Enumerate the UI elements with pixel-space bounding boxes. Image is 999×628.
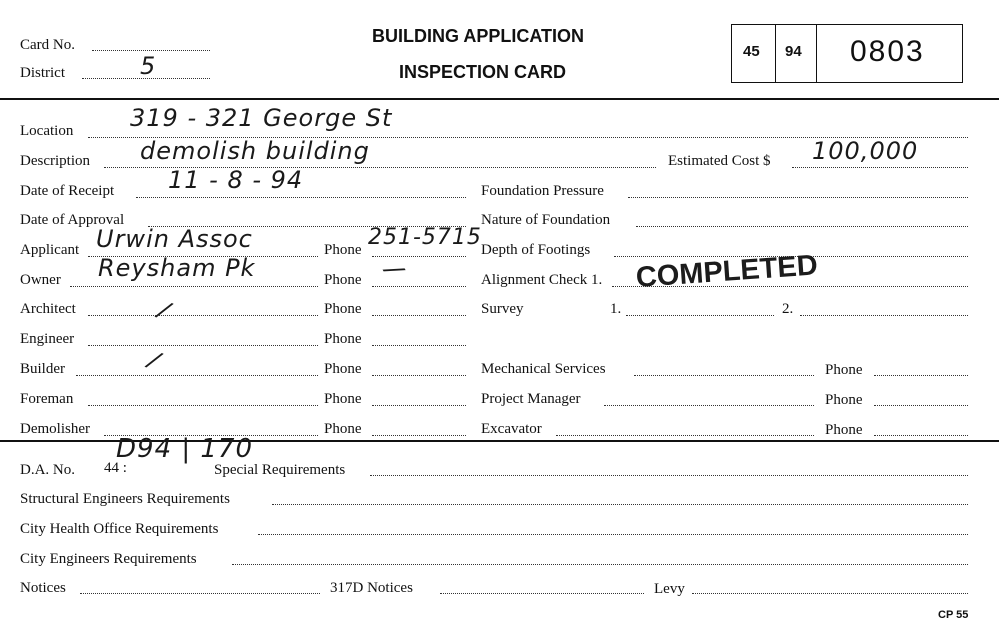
engineer-phone-line[interactable] xyxy=(372,345,466,346)
district-label: District xyxy=(20,65,65,81)
engineer-label: Engineer xyxy=(20,331,75,347)
card-number-box xyxy=(731,24,963,83)
alignment-check-label: Alignment Check 1. xyxy=(481,272,603,288)
applicant-phone-label: Phone xyxy=(324,242,362,258)
date-of-receipt-label: Date of Receipt xyxy=(20,183,115,199)
survey-2-label: 2. xyxy=(782,301,794,317)
description-label: Description xyxy=(20,153,90,169)
date-of-receipt-value: 11 - 8 - 94 xyxy=(168,166,304,194)
mechanical-services-label: Mechanical Services xyxy=(481,361,606,377)
estimated-cost-line[interactable] xyxy=(792,167,968,168)
project-manager-phone-label: Phone xyxy=(825,392,863,408)
notices-label: Notices xyxy=(20,580,66,596)
survey-2-line[interactable] xyxy=(800,315,968,316)
owner-label: Owner xyxy=(20,272,61,288)
demolisher-label: Demolisher xyxy=(20,421,90,437)
architect-phone-line[interactable] xyxy=(372,315,466,316)
builder-phone-line[interactable] xyxy=(372,375,466,376)
location-label: Location xyxy=(20,123,74,139)
estimated-cost-label: Estimated Cost $ xyxy=(668,153,771,169)
box-a: 45 xyxy=(743,43,760,60)
builder-label: Builder xyxy=(20,361,65,377)
card-no-line[interactable] xyxy=(92,50,210,51)
demolisher-phone-line[interactable] xyxy=(372,435,466,436)
city-engineers-label: City Engineers Requirements xyxy=(20,551,197,567)
notices-line[interactable] xyxy=(80,593,320,594)
excavator-phone-line[interactable] xyxy=(874,435,968,436)
notices-317d-line[interactable] xyxy=(440,593,644,594)
title-line-1: BUILDING APPLICATION xyxy=(372,26,584,46)
completed-stamp: COMPLETED xyxy=(634,249,819,294)
date-of-approval-label: Date of Approval xyxy=(20,212,125,228)
da-no-label: D.A. No. xyxy=(20,462,75,478)
title-line-2: INSPECTION CARD xyxy=(399,62,567,82)
engineer-line[interactable] xyxy=(88,345,318,346)
foreman-label: Foreman xyxy=(20,391,74,407)
card-no-label: Card No. xyxy=(20,37,75,53)
applicant-label: Applicant xyxy=(20,242,80,258)
foundation-pressure-line[interactable] xyxy=(628,197,968,198)
engineer-phone-label: Phone xyxy=(324,331,362,347)
owner-phone-label: Phone xyxy=(324,272,362,288)
location-value: 319 - 321 George St xyxy=(130,104,393,132)
estimated-cost-value: 100,000 xyxy=(812,137,919,165)
foundation-pressure-label: Foundation Pressure xyxy=(481,183,604,199)
city-health-label: City Health Office Requirements xyxy=(20,521,219,537)
owner-value: Reysham Pk xyxy=(98,254,256,282)
mechanical-services-phone-line[interactable] xyxy=(874,375,968,376)
architect-label: Architect xyxy=(20,301,76,317)
demolisher-phone-label: Phone xyxy=(324,421,362,437)
applicant-phone-line[interactable] xyxy=(372,256,466,257)
excavator-line[interactable] xyxy=(556,435,814,436)
mechanical-services-line[interactable] xyxy=(634,375,814,376)
header-divider xyxy=(0,98,999,100)
architect-value: / xyxy=(154,295,175,325)
special-requirements-label: Special Requirements xyxy=(214,462,346,478)
city-engineers-line[interactable] xyxy=(232,564,968,565)
owner-phone-value: / xyxy=(380,259,409,281)
da-value: D94 | 170 xyxy=(116,434,254,464)
architect-line[interactable] xyxy=(88,315,318,316)
project-manager-label: Project Manager xyxy=(481,391,581,407)
owner-line[interactable] xyxy=(70,286,318,287)
builder-value: / xyxy=(144,345,165,375)
foreman-phone-label: Phone xyxy=(324,391,362,407)
builder-phone-label: Phone xyxy=(324,361,362,377)
foreman-line[interactable] xyxy=(88,405,318,406)
depth-of-footings-label: Depth of Footings xyxy=(481,242,591,258)
survey-1-line[interactable] xyxy=(626,315,774,316)
applicant-value: Urwin Assoc xyxy=(96,225,253,253)
form-code: CP 55 xyxy=(938,609,969,621)
district-value: 5 xyxy=(140,52,157,80)
nature-of-foundation-line[interactable] xyxy=(636,226,968,227)
nature-of-foundation-label: Nature of Foundation xyxy=(481,212,611,228)
survey-label: Survey xyxy=(481,301,524,317)
notices-317d-label: 317D Notices xyxy=(330,580,413,596)
box-number: 0803 xyxy=(850,35,925,68)
project-manager-line[interactable] xyxy=(604,405,814,406)
levy-label: Levy xyxy=(654,581,685,597)
description-value: demolish building xyxy=(140,137,370,165)
date-of-receipt-line[interactable] xyxy=(136,197,466,198)
project-manager-phone-line[interactable] xyxy=(874,405,968,406)
structural-engineers-line[interactable] xyxy=(272,504,968,505)
structural-engineers-label: Structural Engineers Requirements xyxy=(20,491,230,507)
da-prefix: 44 : xyxy=(104,460,127,476)
mechanical-services-phone-label: Phone xyxy=(825,362,863,378)
excavator-label: Excavator xyxy=(481,421,542,437)
excavator-phone-label: Phone xyxy=(825,422,863,438)
box-b: 94 xyxy=(785,43,802,60)
special-requirements-line[interactable] xyxy=(370,475,968,476)
architect-phone-label: Phone xyxy=(324,301,362,317)
foreman-phone-line[interactable] xyxy=(372,405,466,406)
builder-line[interactable] xyxy=(76,375,318,376)
levy-line[interactable] xyxy=(692,593,968,594)
survey-1-label: 1. xyxy=(610,301,622,317)
city-health-line[interactable] xyxy=(258,534,968,535)
owner-phone-line[interactable] xyxy=(372,286,466,287)
applicant-phone-value: 251-5715 xyxy=(368,225,482,250)
